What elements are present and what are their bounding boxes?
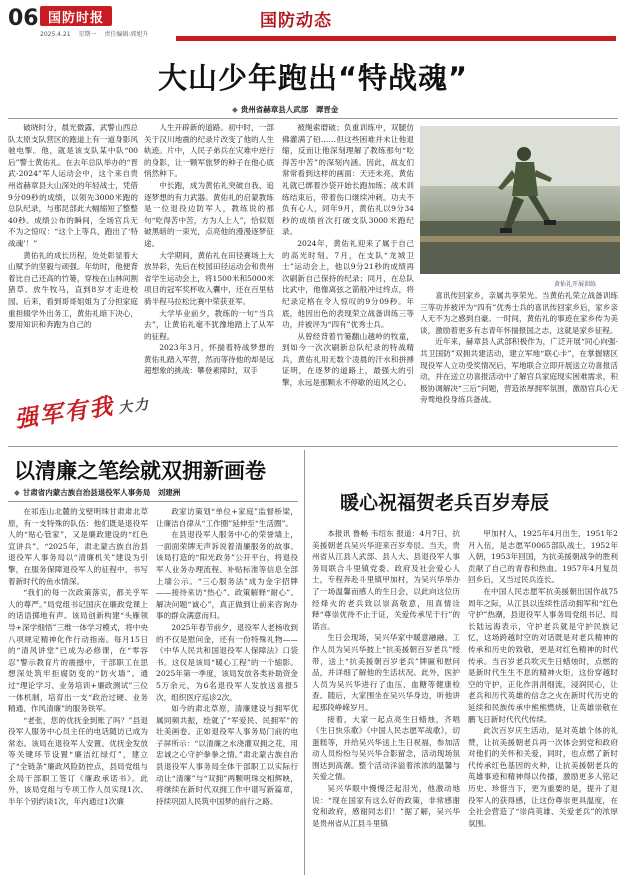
column-divider — [304, 450, 305, 875]
diamond-icon: ◆ — [232, 105, 238, 114]
issue-meta — [40, 29, 154, 38]
article3-column-1: 本报讯 鲁畅 韦绍东 报道：4月7日，抗美援朝老兵吴兴华迎来百岁寿辰。当天，贵州省从江县人武部、县人大、县退役军人事务局联合斗里镇党委、政府及社会爱心人士，专程奔赴斗里镇甲加村，为吴兴华举办了一场温馨而感人的生日会，以此向这位历经烽火的老兵致以崇高敬意，用真情诠释“尊崇优待不止于证，关爱传承见于行”的诺言。 生日会现场，吴兴华家中暖意融融。工作人员为吴兴华披上“抗美援朝百岁老兵”绶带，送上“抗美援朝百岁老兵”牌匾和慰问品，并详细了解他的生活状况。此外，医护人员为吴兴华进行了血压、血糖等健康检查。随后，大家围坐在吴兴华身边，听他讲起那段峥嵘岁月。 接着，大家一起点亮生日蜡烛，齐唱《生日快乐歌》《中国人民志愿军战歌》，切蛋糕等，并给吴兴华送上生日祝福，参加活动人员纷纷与吴兴华合影留念，活动现场氛围达到高潮。整个活动洋溢着浓浓的温馨与关爱之情。 吴兴华眼中慢慢泛起泪光，他激动地说：“现在国家有这么好的政策，非常感谢党和政府，感谢同志们！”据了解，吴兴华是贵州省从江县斗里镇 — [312, 529, 460, 828]
article1-column-1: 破晓时分，晨光微露，武警山西总队太原支队营区的跑道上有一道身影风驰电掣。他，就是该支队某中队“00后”警士黄佑礼。在去年总队举办的“晋武-2024”军人运动会中，这个来自贵州省赫章县大山深处的年轻战士，凭借9分09秒的成绩，以领先3000米跑的总队纪录，与那昆部此大幅缩短了整整40秒。成绩公布的瞬间，全场官兵无不为之惊叹：“这个上等兵，跑出了‘特战魂’！” 黄佑礼的成长历程，处处彰显着大山赋予的坚毅与顽强。年幼时，他便背着比自己还高的竹篓，穿梭在山林间割猪草、放牛牧马，直到8岁才走进校园。后来，看到哥哥姐姐为了分担家庭重担辍学外出务工，黄佑礼暗下决心，要用知识和奔跑为自己的 — [8, 123, 138, 330]
article3-title: 暖心祝福贺老兵百岁寿辰 — [340, 492, 550, 514]
photo-caption: 黄佑礼开展训练 — [554, 281, 597, 288]
article1-column-3: 被绳索磨破；负重训练中，双腿仿佛灌满了铅……但这些困难并未让他退缩，反而让他深刻理解了教练那句“吃得苦中苦”的深刻内涵。因此，战友们常常看到这样的画面：天还未亮，黄佑礼就已绑着沙袋开始长跑加练；战术训练结束后，带着伤口继续冲刺。功夫不负有心人，同年9月，黄佑礼以9分34秒的成绩首次打破支队3000米跑纪录。 2024年，黄佑礼迎来了属于自己的高光时刻。7月，在支队“龙城卫士”运动会上，他以9分21秒的成绩再次刷新自己保持的纪录；同月，在总队比武中，他像离弦之箭般冲过终点，将纪录定格在令人惊叹的9分09秒。年底，他因出色的表现荣立战备训练三等功，并被评为“四有”优秀士兵。 从曾经背着竹篓翻山越岭的牧童，到如今一次次刷新总队纪录的特战精兵，黄佑礼用无数个凌晨的汗水和拼搏证明，在逐梦的道路上，最强大的引擎，永远是那颗永不停歇的追风之心。 — [282, 123, 414, 388]
issue-date: 2025.4.21 — [40, 31, 71, 38]
article1-title: 大山少年跑出“特战魂” — [157, 61, 469, 95]
issue-weekday: 星期一 — [78, 31, 97, 38]
article2-byline: ◆ 甘肃省内蒙古族自治县退役军人事务局 刘建洲 — [14, 488, 181, 497]
issue-editor: 责任编辑:郭旭升 — [104, 31, 149, 38]
section-title: 国防动态 — [260, 11, 332, 31]
divider — [8, 446, 618, 447]
page-number: 06 — [8, 6, 39, 31]
article1-column-2: 人生开辟新的道路。初中时，一部关于汉川地震的纪录片改变了他的人生轨迹。片中，人民子弟兵在灾难中逆行的身影，让一颗军旅梦的种子在他心底悄然种下。 中长跑，成为黄佑礼突破自我、追逐梦想的有力武器。黄佑礼的启蒙教练是一位退役边防军人，教练说的那句“吃得苦中苦，方为人上人”，恰似划破黑暗的一束光，点亮他的漫漫逐梦征途。 大学期间，黄佑礼在田径赛场上大放异彩，先后在校园田径运动会和贵州省学生运动会上，将1500米和5000米项目的冠军奖杯收入囊中，还在百里枯骑半程马拉松比赛中荣获亚军。 大学毕业前夕，教练的一句“当兵去”，让黄佑礼毫不犹豫地踏上了从军的征程。 2023年3月，怀揣着特战梦想的黄佑礼踏入军营，然而等待他的却是远超想象的挑战：攀登素障时，双手 — [144, 123, 274, 376]
divider — [8, 118, 618, 119]
diamond-icon: ◆ — [14, 488, 20, 497]
article2-title: 以清廉之笔绘就双拥新画卷 — [14, 459, 266, 483]
paper-logo: 国防时报 — [40, 6, 112, 26]
article2-column-2: 政家访策划“单位+家庭”监督桥梁，让廉洁自律从“工作圈”延伸至“生活圈”。 在县退役军人服务中心的荣誉墙上，一面面荣牌无声诉说着清廉服务的故事。该局打造的“阳光政务”公开平台，将退役军人业务办理流程、补贴标准等信息全部上墙公示。“三心服务法”成为金字招牌——接待来访“热心”、政策解释“耐心”、解决问题“诚心”，真正做到让前来咨询办事的群众满意而归。 2025年春节前夕，退役军人老杨收到的不仅是慰问金，还有一份特殊礼物——《中华人民共和国退役军人保障法》口袋书。这仅是该局“暖心工程”的一个缩影。2025年第一季度，该局发放各类补助资金5万余元，为6名退役军人发放送喜报5次，组织医疗巡诊2次。 如今的肃北草原，清廉建设与拥军优属同频共振，绘就了“军爱民、民拥军”的壮美画卷。正如退役军人事务局门前的电子屏所示：“以清廉之水浇灌双拥之花，用忠诚之心守护拳拳之情。”肃北蒙古族自治县退役军人事务局全体干部职工以实际行动让“清廉”与“双拥”两颗明珠交相辉映，将继续在新时代双拥工作中谱写新篇章，持续巩固人民筑中国梦的前行之路。 — [156, 507, 298, 806]
header-red-bar — [176, 36, 616, 41]
page-header — [0, 0, 626, 44]
calligraphy-stamp: 强军有我大力 — [13, 392, 152, 434]
article2-column-1: 在祁连山北麓的戈壁明珠甘肃肃北草原，有一支特殊的队伍：他们既是退役军人的“贴心管家”，又是廉政建设的“红色宣讲兵”。“2025年，肃北蒙古族自治县退役军人事务局以“清廉机关”建设为引擎，在服务保障退役军人的征程中，书写着新时代的鱼水情深。 “我们的每一次政策落实，都关乎军人的尊严。”局党组书记国庆在廉政党课上的话语掷地有声。该局创新构建“头雁领导+深学细悟”三维一体学习模式，将中央八项规定精神化作行动指南。每月15日的“清风讲堂”已成为必修课，在“零容忍”警示教育片的震撼中，干部职工在思想深处筑牢拒腐防变的“防火墙”。通过“理论学习、业务培训+廉政测试”三位一体机制，培育出一支“政治过硬、业务精通、作风清廉”的服务铁军。 “老张，您的优抚金到账了吗？”县退役军人服务中心员主任的电话随访已成为常态。该局在退役军人安置、优抚金发放等关键环节设置“廉洁红绿灯”，建立了“全链条”廉政风险防控点，县局党组与全局干部职工签订《廉政承诺书》。此外，该局党组与专项工作人员实现1次、半年个别约谈1次，年内通过1次廉 — [8, 507, 148, 806]
article1-byline: ◆ 贵州省赫章县人武部 谭晋金 — [232, 105, 339, 114]
article3-column-2: 甲加村人，1925年4月出生，1951年2月入伍，是志愿军0065部队战士，1952年入朝，1953年回国，为抗美援朝战争的胜利贡献了自己的青春和热血。1957年4月复员回乡后，又当过民兵连长。 在中国人民志愿军抗美援朝出国作战75周年之际，从江县以连续性活动拥军和“红色守护”热潮，县退役军人事务局党组书记、局长陆远海表示，守护老兵就是守护民族记忆，这场跨越时空的对话既是对老兵精神的传承和历史的致敬，更是对红色精神的时代传承。当百岁老兵吹灭生日蜡烛时，点燃的是新时代生生不息的精神火炬，这份穿越时空的守护，正化作涓涓细流，浸润民心，让老兵和历代英雄的信念之火在新时代历史的延续和民族传承中熊熊燃烧，让英雄崇敬在鹏飞日新时代代代传续。 此次百岁庆生活动，是对英雄个体的礼赞，让抗美援朝老兵再一次体会到党和政府对他们的关怀和关爱，同时，也点燃了新时代传承红色基因的火种，让抗美援朝老兵的英雄事迹和精神得以传播，激励更多人铭记历史、珍惜当下，更为重要的是，提升了退役军人的获得感，让这份尊崇更具温度，在全社会营造了“崇尚英雄、关爱老兵”的浓厚氛围。 — [468, 529, 618, 828]
divider — [8, 501, 298, 502]
soldier-training-photo — [420, 126, 620, 274]
article1-column-4: 喜讯传回家乡，亲属共享荣光。当黄佑礼荣立战备训练三等功并被评为“四有”优秀士兵的喜讯传回家乡后，家乡亲人无不为之感到自豪。一时间，黄佑礼的事迹在家乡传为美谈，激励着更多有志青年怀揣报国之志，这就是家乡征程。 近年来，赫章县人武部积极作为，广泛开展“同心向强·共卫国防”双拥共建活动，建立军地“联心卡”，在掌握辖区现役军人立功受奖情况后，军地联合立即开展送立功喜报活动，并在送立功喜报活动中了解官兵家庭现实困难需求，积极协调解决“三后”问题，营造浓厚拥军氛围，激励官兵心无旁骛地投身练兵备战。 — [420, 291, 618, 405]
